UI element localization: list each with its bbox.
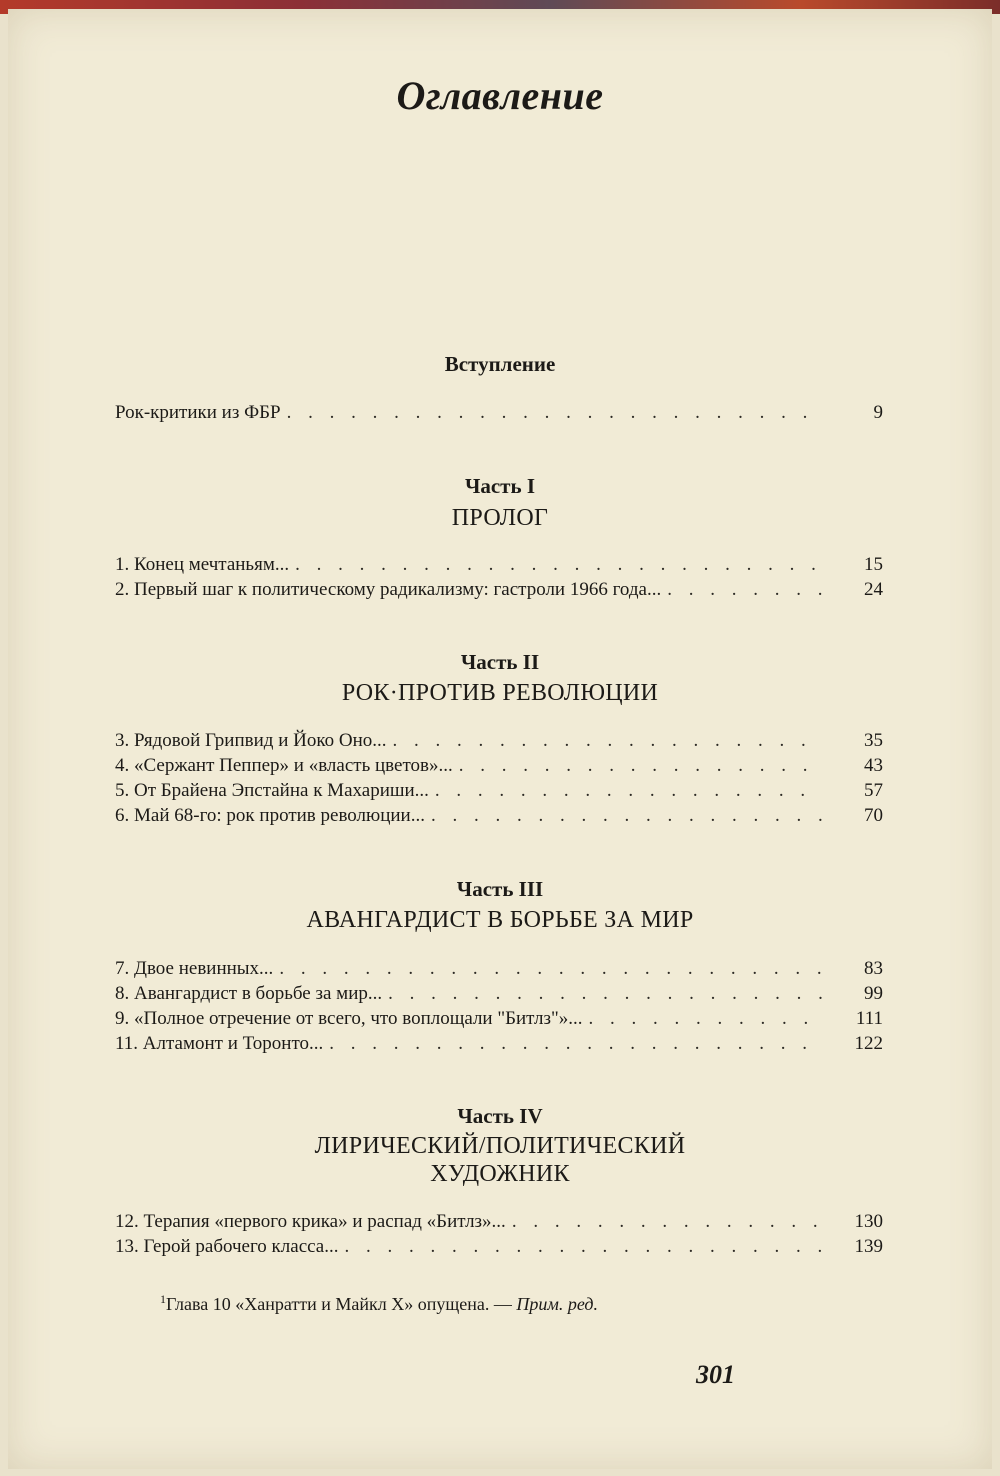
part-label: Часть I (464, 474, 536, 498)
toc-entry-title: 2. Первый шаг к политическому радикализму: гастроли 1966 года... (115, 579, 662, 600)
toc-entry (115, 958, 883, 984)
toc-entry (115, 805, 883, 831)
footnote-note: Прим. ред. (516, 1294, 599, 1314)
toc-entry-page: 57 (864, 780, 883, 801)
toc-entry-title: 8. Авангардист в борьбе за мир... (115, 983, 383, 1004)
toc-entry-title: 4. «Сержант Пеппер» и «власть цветов»... (115, 755, 453, 776)
intro-heading: Вступление (444, 352, 556, 376)
part-title: АВАНГАРДИСТ В БОРЬБЕ ЗА МИР (306, 907, 694, 933)
page-title: Оглавление (396, 73, 604, 118)
footnote-text: Глава 10 «Ханратти и Майкл Х» опущена. — (166, 1294, 512, 1314)
toc-entry (115, 1033, 883, 1059)
toc-entry-title: 7. Двое невинных... (115, 958, 274, 979)
part-label: Часть IV (457, 1104, 543, 1128)
toc-entry (115, 780, 883, 806)
dot-leader (667, 579, 823, 601)
toc-entry-title: 13. Герой рабочего класса... (115, 1236, 339, 1257)
toc-entry-title: Рок-критики из ФБР (115, 402, 281, 423)
toc-entry-title: 1. Конец мечтаньям... (115, 554, 290, 575)
dot-leader (388, 983, 823, 1005)
dot-leader (459, 755, 823, 777)
toc-entry-page: 83 (864, 958, 883, 979)
footnote (160, 1292, 598, 1315)
toc-entry-page: 122 (854, 1033, 883, 1054)
toc-entry (115, 1236, 883, 1262)
part-label: Часть III (456, 877, 544, 901)
toc-entry (115, 755, 883, 781)
toc-entry-title: 5. От Брайена Эпстайна к Махариши... (115, 780, 429, 801)
toc-entry-page: 99 (864, 983, 883, 1004)
toc-entry-page: 43 (864, 755, 883, 776)
dot-leader (287, 402, 823, 424)
toc-entry-page: 111 (855, 1008, 883, 1029)
toc-entry-page: 9 (873, 402, 883, 423)
toc-entry-page: 35 (864, 730, 883, 751)
dot-leader (344, 1236, 823, 1258)
toc-entry-title: 3. Рядовой Грипвид и Йоко Оно... (115, 730, 387, 751)
part-label: Часть II (460, 650, 540, 674)
dot-leader (435, 780, 823, 802)
dot-leader (329, 1033, 823, 1055)
dot-leader (392, 730, 823, 752)
page-number: 301 (696, 1360, 735, 1389)
toc-entry (115, 983, 883, 1009)
toc-entry-page: 24 (864, 579, 883, 600)
toc-entry-page: 130 (854, 1211, 883, 1232)
toc-entry-page: 15 (864, 554, 883, 575)
dot-leader (431, 805, 823, 827)
toc-entry (115, 579, 883, 605)
toc-entry-page: 70 (864, 805, 883, 826)
footnote-mark: 1 (160, 1292, 166, 1306)
toc-entry (115, 1008, 883, 1034)
part-title-line2: ХУДОЖНИК (430, 1161, 570, 1187)
dot-leader (512, 1211, 823, 1233)
toc-entry-title: 12. Терапия «первого крика» и распад «Битлз»... (115, 1211, 506, 1232)
dot-leader (295, 554, 823, 576)
toc-entry-title: 9. «Полное отречение от всего, что воплощали "Битлз"»... (115, 1008, 583, 1029)
toc-entry-title: 11. Алтамонт и Торонто... (115, 1033, 324, 1054)
toc-entry (115, 730, 883, 756)
toc-entry-page: 139 (854, 1236, 883, 1257)
toc-entry-title: 6. Май 68-го: рок против революции... (115, 805, 425, 826)
toc-entry (115, 402, 883, 428)
part-title-line1: ЛИРИЧЕСКИЙ/ПОЛИТИЧЕСКИЙ (314, 1133, 686, 1159)
toc-entry (115, 554, 883, 580)
part-title: РОК·ПРОТИВ РЕВОЛЮЦИИ (341, 680, 659, 706)
part-title: ПРОЛОГ (451, 505, 549, 531)
dot-leader (279, 958, 823, 980)
dot-leader (589, 1008, 823, 1030)
toc-entry (115, 1211, 883, 1237)
